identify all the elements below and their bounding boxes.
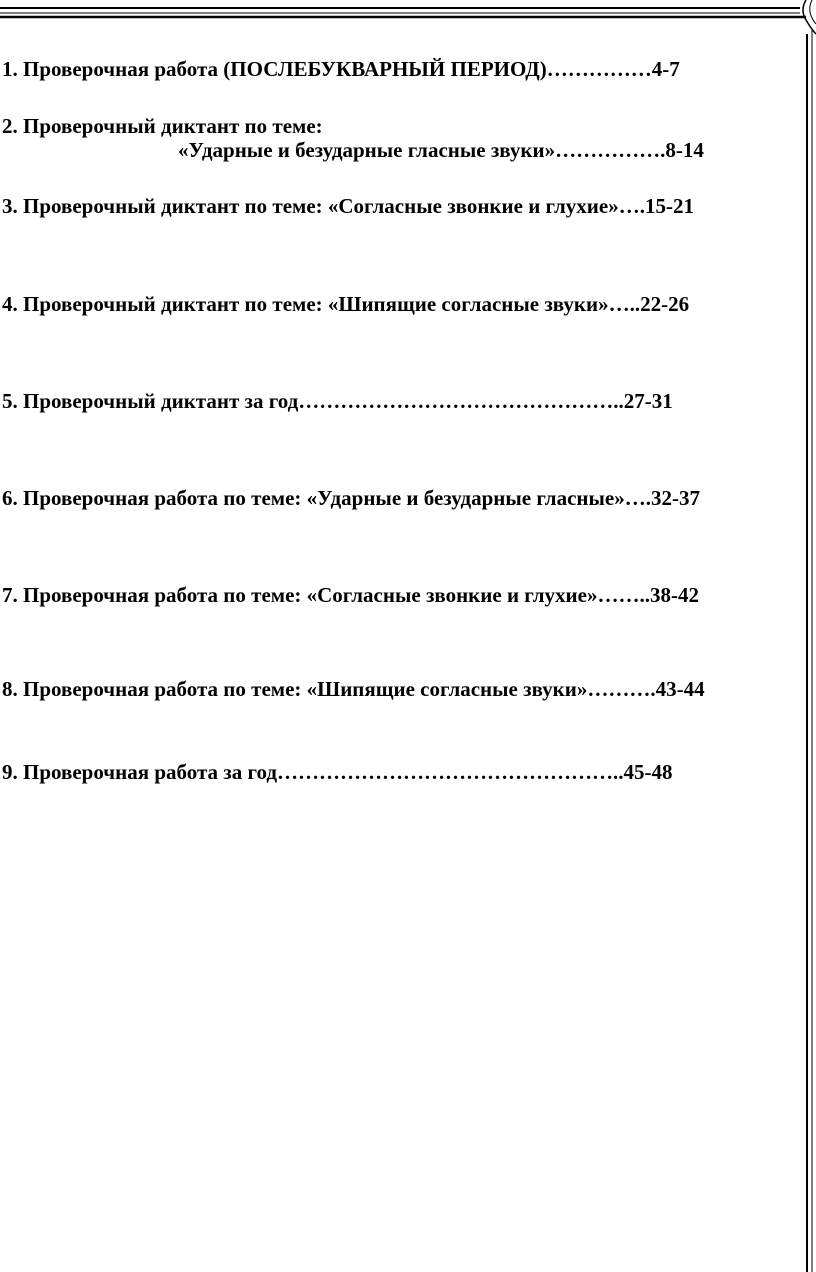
toc-entry-6: [2, 486, 796, 510]
toc-entry-text: 7. Проверочная работа по теме: «Согласные звонкие и глухие»……..38-42: [2, 583, 699, 607]
toc-entry-1: [2, 57, 680, 81]
toc-entry-7: [2, 583, 699, 607]
toc-entry-text: 1. Проверочная работа (ПОСЛЕБУКВАРНЫЙ ПЕРИОД)……………4-7: [2, 57, 680, 81]
toc-entry-text-line2: «Ударные и безударные гласные звуки»…………….8-14: [178, 138, 704, 162]
toc-entry-text: 5. Проверочный диктант за год………………………………………..27-31: [2, 389, 673, 413]
toc-entry-3: [2, 194, 694, 218]
toc-entry-4: [2, 292, 689, 316]
toc-entry-text: 4. Проверочный диктант по теме: «Шипящие согласные звуки»…..22-26: [2, 292, 690, 316]
toc-entry-text: 8. Проверочная работа по теме: «Шипящие согласные звуки»……….43-44: [2, 677, 705, 701]
toc-entry-text: 3. Проверочный диктант по теме: «Согласные звонкие и глухие»….15-21: [2, 194, 694, 218]
toc-entry-text: 9. Проверочная работа за год…………………………………………..45-48: [2, 760, 673, 784]
toc-entry-text-line1: 2. Проверочный диктант по теме:: [2, 114, 323, 138]
toc-entry-8: [2, 677, 705, 701]
toc-entry-5: [2, 389, 673, 413]
toc-entry-2: [2, 114, 704, 162]
toc-entry-text: 6. Проверочная работа по теме: «Ударные и безударные гласные»….32-37: [2, 486, 700, 510]
toc-entry-9: [2, 760, 673, 784]
